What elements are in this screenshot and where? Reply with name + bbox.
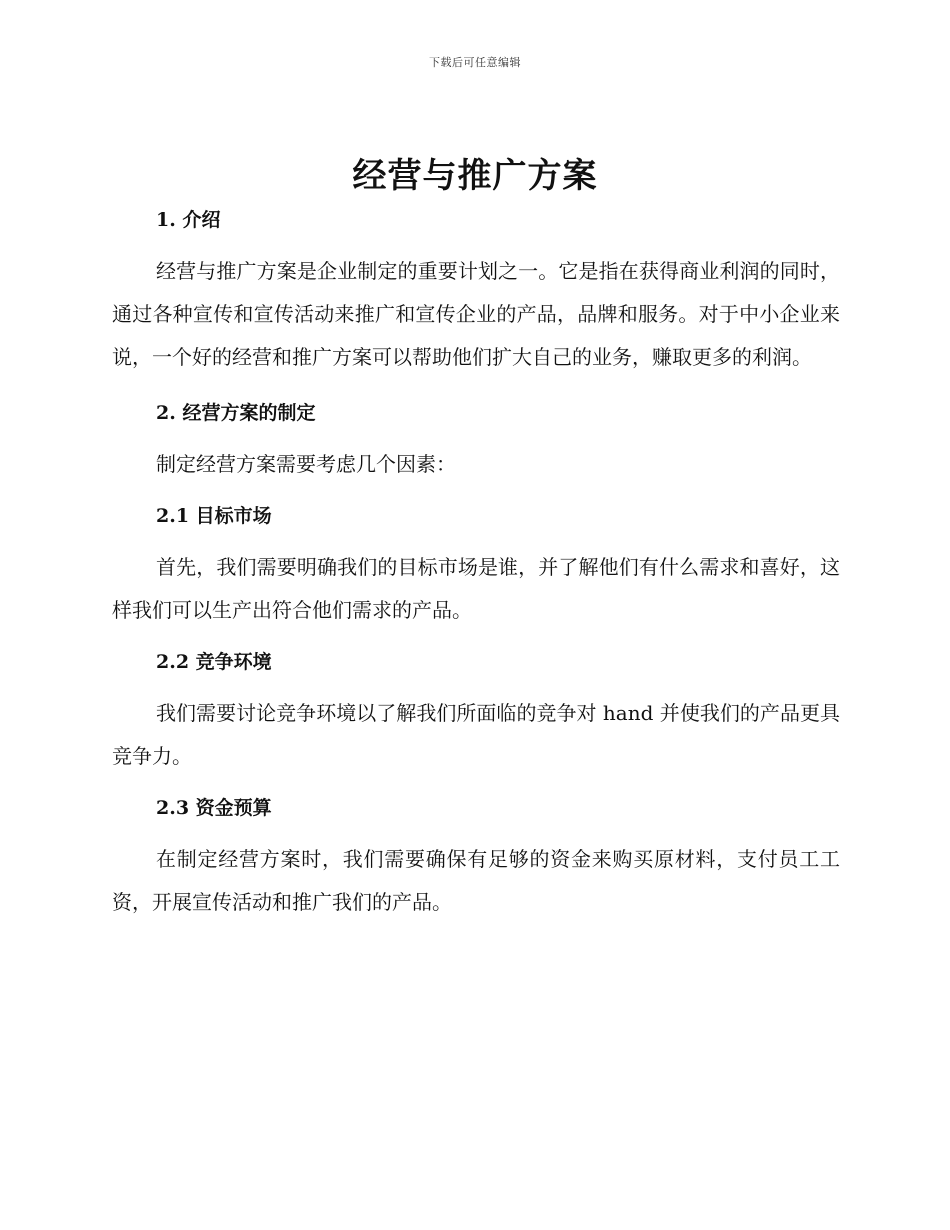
section-heading-budget: 2.3 资金预算: [156, 797, 272, 819]
section-paragraph-market: 首先，我们需要明确我们的目标市场是谁，并了解他们有什么需求和喜好，这样我们可以生产出符合他们需求的产品。: [112, 555, 840, 622]
document-body: [112, 200, 840, 924]
section-heading-plan: 2. 经营方案的制定: [156, 402, 316, 424]
section-heading-competition: 2.2 竞争环境: [156, 651, 272, 673]
section-paragraph-competition: 我们需要讨论竞争环境以了解我们所面临的竞争对 hand 并使我们的产品更具竞争力。: [112, 701, 840, 768]
section-heading-intro: 1. 介绍: [156, 209, 221, 231]
header-note: 下载后可任意编辑: [429, 56, 521, 69]
section-heading-market: 2.1 目标市场: [156, 505, 272, 527]
document-title: 经营与推广方案: [352, 156, 598, 196]
section-paragraph-plan: 制定经营方案需要考虑几个因素：: [156, 452, 456, 476]
section-paragraph-budget: 在制定经营方案时，我们需要确保有足够的资金来购买原材料，支付员工工资，开展宣传活动和推广我们的产品。: [112, 847, 840, 914]
section-paragraph-intro: 经营与推广方案是企业制定的重要计划之一。它是指在获得商业利润的同时，通过各种宣传和宣传活动来推广和宣传企业的产品，品牌和服务。对于中小企业来说，一个好的经营和推广方案可以帮助他们扩大自己的业务，赚取更多的利润。: [112, 259, 840, 369]
